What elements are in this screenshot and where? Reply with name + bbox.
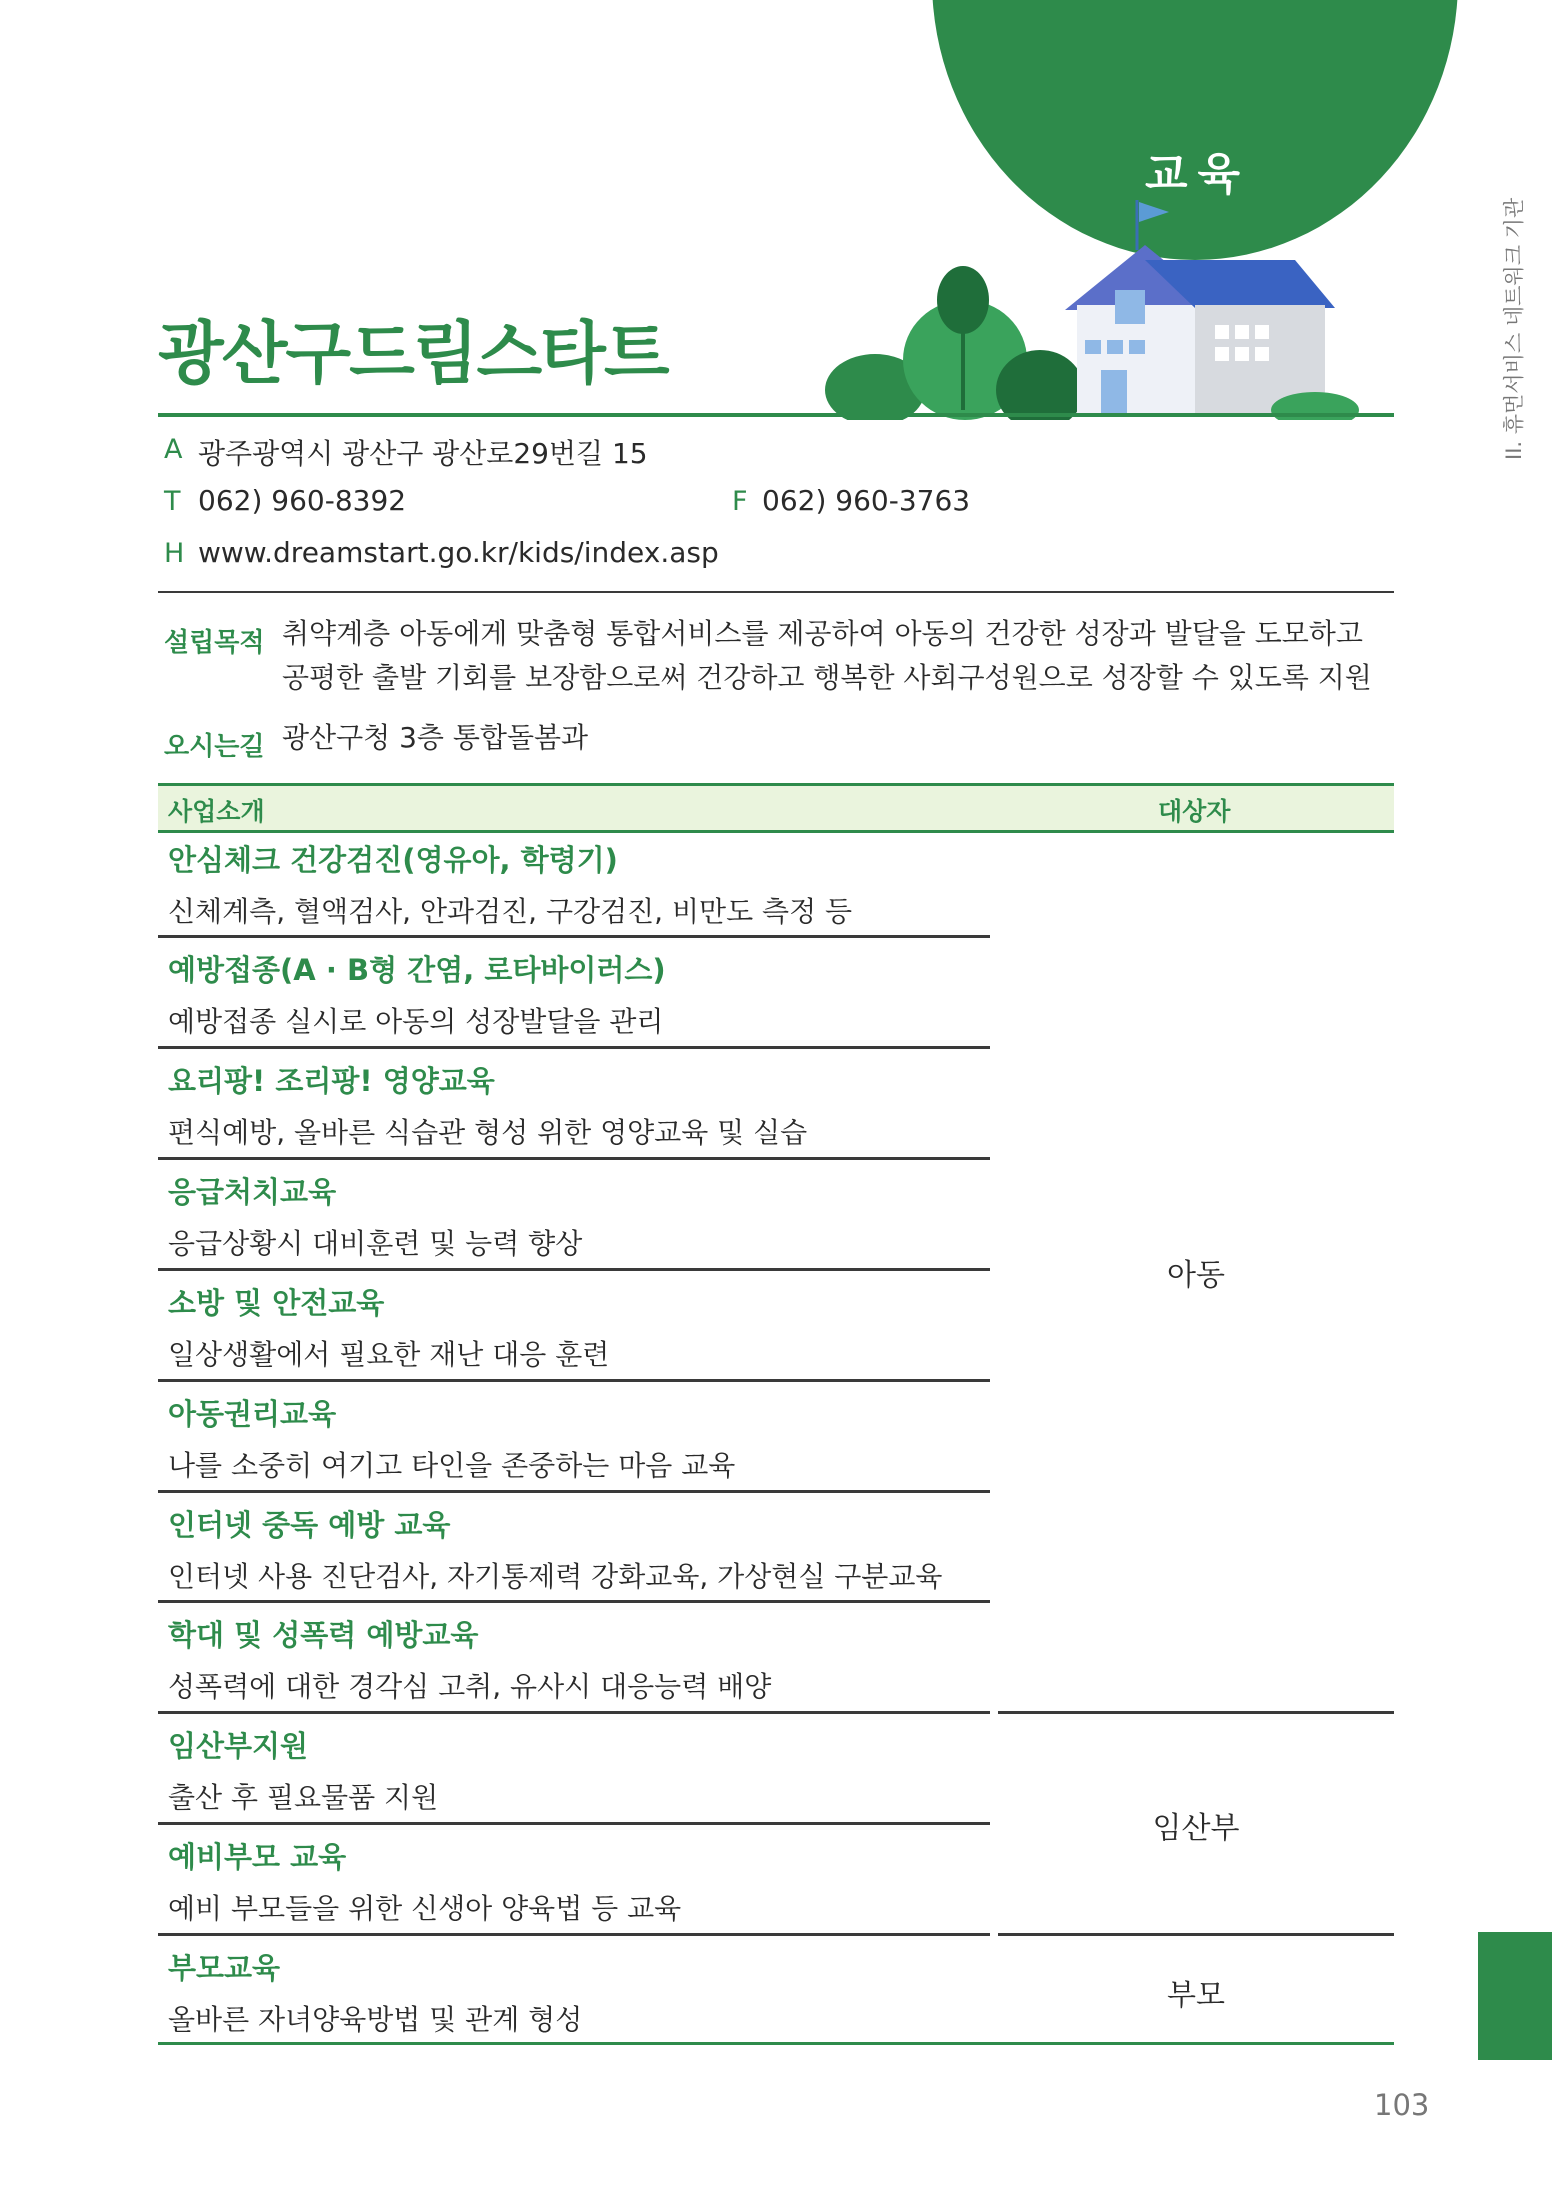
program-desc: 나를 소중히 여기고 타인을 존중하는 마음 교육 (168, 1449, 736, 1482)
fax-value: 062) 960-3763 (762, 484, 971, 517)
directions-key: 오시는길 (164, 732, 265, 762)
program-title: 학대 및 성폭력 예방교육 (168, 1618, 479, 1652)
table-bottom-rule (158, 2042, 1394, 2045)
program-title: 부모교육 (168, 1951, 281, 1985)
program-desc: 성폭력에 대한 경각심 고취, 유사시 대응능력 배양 (168, 1670, 772, 1703)
row-rule (158, 1600, 990, 1603)
page-title: 광산구드림스타트 (158, 315, 668, 394)
program-title: 임산부지원 (168, 1729, 309, 1763)
side-chapter-text: II. 휴먼서비스 네트워크 기관 (1502, 197, 1526, 460)
program-desc: 신체계측, 혈액검사, 안과검진, 구강검진, 비만도 측정 등 (168, 895, 853, 928)
program-title: 응급처치교육 (168, 1175, 337, 1209)
program-title: 예비부모 교육 (168, 1840, 347, 1874)
program-title: 예방접종(A · B형 간염, 로타바이러스) (168, 953, 666, 987)
program-title: 소방 및 안전교육 (168, 1286, 385, 1320)
phone-value: 062) 960-8392 (198, 484, 407, 517)
row-rule (158, 935, 990, 938)
program-title: 아동권리교육 (168, 1397, 337, 1431)
program-desc: 편식예방, 올바른 식습관 형성 위한 영양교육 및 실습 (168, 1116, 808, 1149)
row-rule (158, 1822, 990, 1825)
row-rule (158, 1490, 990, 1493)
purpose-line-1: 취약계층 아동에게 맞춤형 통합서비스를 제공하여 아동의 건강한 성장과 발달을 도모하고 (282, 617, 1363, 650)
target-children: 아동 (1167, 1258, 1225, 1293)
purpose-line-2: 공평한 출발 기회를 보장함으로써 건강하고 행복한 사회구성원으로 성장할 수 있도록 지원 (282, 661, 1372, 694)
address-key: A (164, 434, 183, 465)
school-illustration (815, 190, 1375, 420)
row-rule (158, 1157, 990, 1160)
program-desc: 일상생활에서 필요한 재난 대응 훈련 (168, 1338, 610, 1371)
program-title: 요리팡! 조리팡! 영양교육 (168, 1064, 495, 1098)
target-parents: 부모 (1167, 1978, 1225, 2013)
program-desc: 출산 후 필요물품 지원 (168, 1781, 439, 1814)
program-desc: 응급상황시 대비훈련 및 능력 향상 (168, 1227, 583, 1260)
contact-rule (158, 591, 1394, 593)
table-header (158, 783, 1394, 833)
group-rule (998, 1711, 1394, 1714)
fax-key: F (732, 486, 748, 517)
program-desc: 인터넷 사용 진단검사, 자기통제력 강화교육, 가상현실 구분교육 (168, 1560, 943, 1593)
program-title: 안심체크 건강검진(영유아, 학령기) (168, 843, 618, 877)
phone-key: T (164, 486, 181, 517)
row-rule (158, 1379, 990, 1382)
purpose-key: 설립목적 (164, 628, 265, 658)
program-desc: 예비 부모들을 위한 신생아 양육법 등 교육 (168, 1892, 682, 1925)
address-value: 광주광역시 광산구 광산로29번길 15 (198, 437, 648, 470)
homepage-link[interactable]: www.dreamstart.go.kr/kids/index.asp (198, 536, 719, 569)
directions-value: 광산구청 3층 통합돌봄과 (282, 721, 589, 754)
target-pregnant: 임산부 (1152, 1811, 1240, 1846)
column-header-target: 대상자 (1158, 797, 1231, 826)
row-rule (158, 1046, 990, 1049)
group-rule (998, 1933, 1394, 1936)
program-title: 인터넷 중독 예방 교육 (168, 1508, 451, 1542)
homepage-key: H (164, 538, 185, 569)
program-desc: 올바른 자녀양육방법 및 관계 형성 (168, 2003, 583, 2036)
category-label: 교육 (1145, 149, 1251, 200)
row-rule (158, 1711, 990, 1714)
side-chapter-label (1490, 150, 1530, 470)
page-number: 103 (1374, 2088, 1430, 2122)
title-rule (158, 413, 1394, 417)
program-desc: 예방접종 실시로 아동의 성장발달을 관리 (168, 1005, 664, 1038)
column-header-program: 사업소개 (168, 797, 265, 826)
row-rule (158, 1933, 990, 1936)
side-tab (1478, 1932, 1552, 2060)
row-rule (158, 1268, 990, 1271)
